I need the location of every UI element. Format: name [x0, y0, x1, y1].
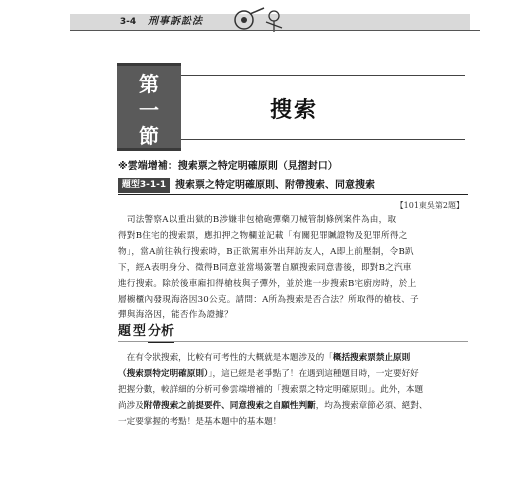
analysis-heading: [118, 320, 174, 342]
page-number: 3-4: [119, 17, 137, 27]
cloud-supplement-note: ※雲端增補：搜索票之特定明確原則（見摺封口）: [118, 161, 338, 172]
question-line: 下，經A表明身分、徵得B同意並當場簽署自願搜索同意書後，即對B之汽車: [118, 262, 412, 273]
question-line: 進行搜索。除於後車廂扣得槍枝與子彈外，並於進一步搜索B宅廚房時，於上: [118, 278, 417, 289]
header-divider: [70, 30, 480, 31]
analysis-text: 尚涉及: [118, 401, 144, 411]
topic-divider: [118, 194, 468, 195]
analysis-heading-char: 型: [133, 324, 147, 339]
analysis-text: 在有令狀搜索，比較有可考性的大概就是本題涉及的「: [118, 353, 333, 363]
analysis-text: 把握分數，較詳細的分析可參雲端增補的「搜索票之特定明確原則」。此外，本題: [118, 385, 424, 395]
analysis-line: [118, 414, 468, 430]
section-rule: [181, 75, 465, 76]
section-label-char: 節: [139, 124, 159, 148]
section-label-block: [117, 63, 181, 151]
topic-label: 題型3-1-1: [118, 178, 170, 193]
analysis-line: [118, 350, 468, 366]
section-label-char: 一: [139, 98, 159, 122]
section-title: 搜索: [270, 98, 319, 123]
analysis-line: [118, 382, 468, 398]
analysis-text: ，均為搜索章節必須、絕對、: [315, 401, 428, 411]
analysis-paragraph: [118, 350, 468, 430]
analysis-emphasis: （搜索票特定明確原則）: [118, 369, 209, 379]
analysis-heading-char: 題: [118, 324, 132, 339]
analysis-divider: [118, 341, 468, 342]
analysis-line: [118, 398, 468, 414]
exam-source-tag: 【101東吳第2題】: [395, 201, 464, 210]
question-paragraph: [118, 213, 468, 324]
analysis-line: [118, 366, 468, 382]
section-rule: [181, 139, 465, 140]
book-title: 刑事訴訟法: [148, 16, 203, 27]
analysis-emphasis: 概括搜索票禁止原則: [332, 353, 411, 363]
topic-title: 搜索票之特定明確原則、附帶搜索、同意搜索: [175, 180, 375, 191]
question-line: 得對B住宅的搜索票，應扣押之物欄並記載「有關犯罪贓證物及犯罪所得之: [118, 230, 408, 241]
analysis-text: 」，這已經是老爭點了！在遇到這種題目時，一定要好好: [208, 369, 419, 379]
analysis-text: 一定要掌握的考點！是基本題中的基本題！: [118, 417, 282, 427]
analysis-emphasis: 附帶搜索之前提要件、同意搜索之自願性判斷: [143, 401, 316, 411]
question-line: 層櫥櫃內發現海洛因30公克。請問：A所為搜索是否合法？所取得的槍枝、子: [118, 294, 419, 305]
section-label-char: 第: [139, 72, 159, 96]
analysis-heading-emphasis: 分析: [148, 323, 174, 343]
question-line: 物」，當A前往執行搜索時，B正欲駕車外出拜訪友人，A即上前壓制，令B趴: [118, 246, 414, 257]
question-line: 彈與海洛因，能否作為證據？: [118, 310, 233, 321]
question-line: 司法警察A以重出獄的B涉嫌非包槍砲彈藥刀械管制條例案件為由，取: [118, 215, 397, 225]
